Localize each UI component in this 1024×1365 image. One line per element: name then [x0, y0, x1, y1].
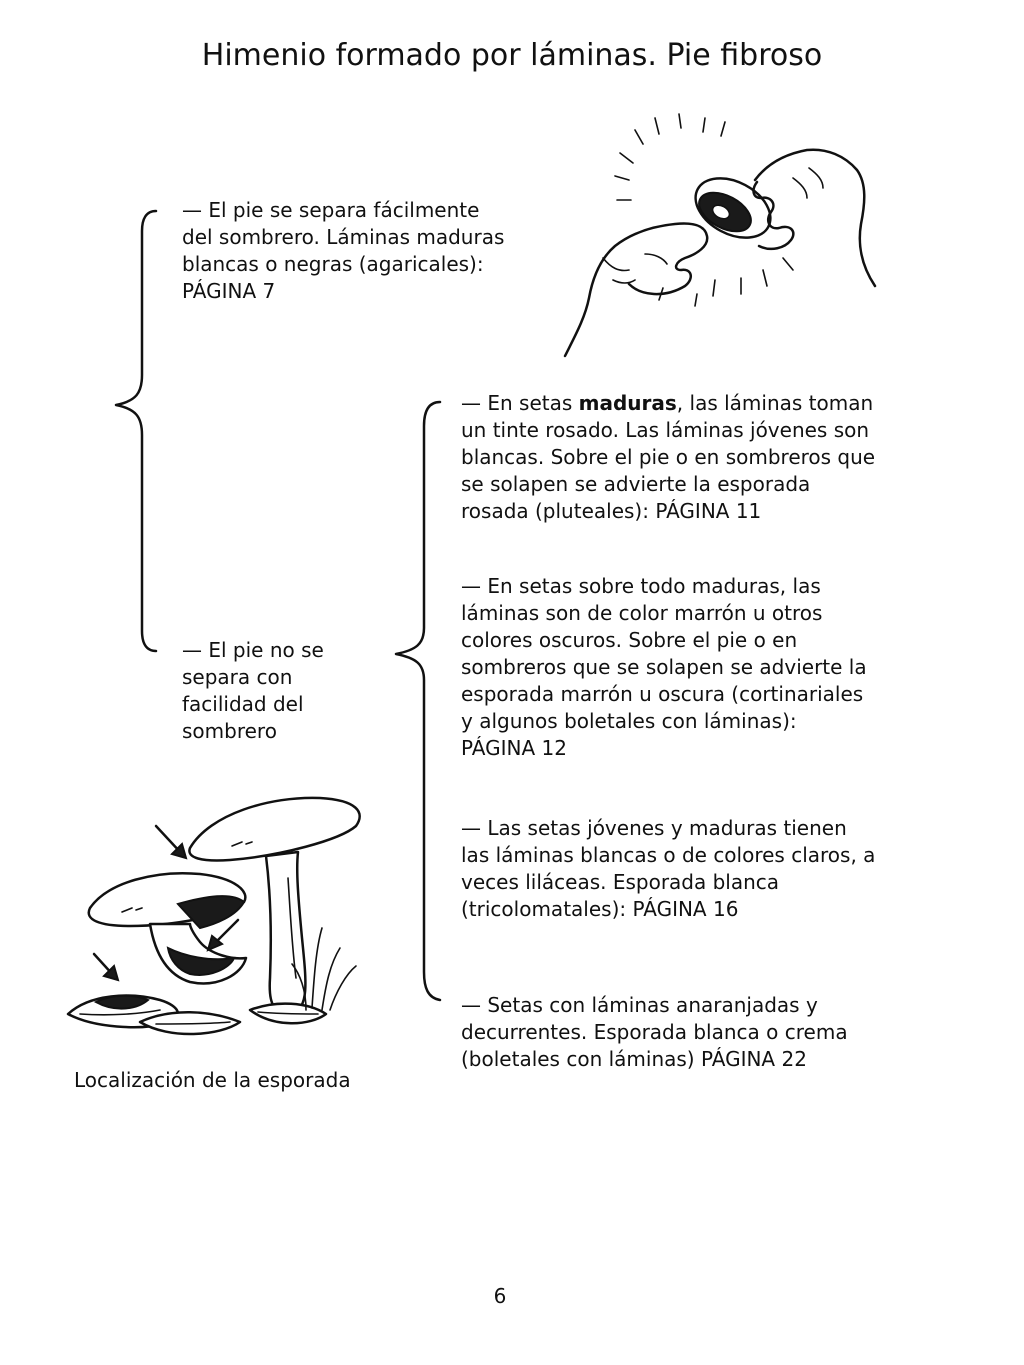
option-text-line: esporada marrón u oscura (cortinariales [461, 682, 864, 706]
option-text-line: — Setas con láminas anaranjadas y [461, 993, 818, 1017]
option-text-line: las láminas blancas o de colores claros, a [461, 843, 876, 867]
option-text-line: (boletales con láminas) PÁGINA 22 [461, 1047, 807, 1071]
option-text-line: veces liláceas. Esporada blanca [461, 870, 780, 894]
option-text-line: sombrero [182, 719, 277, 743]
option-text-line: blancas o negras (agaricales): [182, 252, 484, 276]
option-text-line: — Las setas jóvenes y maduras tienen [461, 816, 847, 840]
page-title: Himenio formado por láminas. Pie fibroso [201, 38, 823, 73]
option-pie-no-separa [182, 637, 382, 745]
text-span: — En setas [461, 391, 579, 415]
arrow-icon [156, 826, 186, 858]
option-text-line: sombreros que se solapen se advierte la [461, 655, 867, 679]
illustration-caption: Localización de la esporada [74, 1068, 351, 1092]
sub-choice-brace [390, 396, 450, 1016]
option-text-line: — El pie se separa fácilmente [182, 198, 480, 222]
emphasis-text: maduras [578, 391, 677, 415]
text-span: , las láminas toman [676, 391, 874, 415]
option-text-line: (tricolomatales): PÁGINA 16 [461, 897, 739, 921]
sub-option-marron [461, 573, 921, 762]
option-text-line: facilidad del [182, 692, 304, 716]
option-text-line: del sombrero. Láminas maduras [182, 225, 505, 249]
option-text-line [461, 390, 921, 417]
sub-option-rosado [461, 390, 921, 525]
option-text-line: un tinte rosado. Las láminas jóvenes son [461, 418, 870, 442]
option-page-ref: PÁGINA 7 [182, 279, 276, 303]
option-text-line: se solapen se advierte la esporada [461, 472, 811, 496]
option-text-line: separa con [182, 665, 293, 689]
hands-separating-mushroom-illustration [545, 108, 885, 368]
option-text-line: — El pie no se [182, 638, 324, 662]
option-pie-separa [182, 197, 522, 305]
option-text-line: — En setas sobre todo maduras, las [461, 574, 821, 598]
main-choice-brace [108, 205, 168, 665]
arrow-icon [94, 954, 118, 980]
sub-option-blanca [461, 815, 921, 923]
option-text-line: decurrentes. Esporada blanca o crema [461, 1020, 848, 1044]
page-number: 6 [493, 1284, 507, 1308]
option-text-line: colores oscuros. Sobre el pie o en [461, 628, 798, 652]
option-text-line: y algunos boletales con láminas): [461, 709, 797, 733]
option-text-line: blancas. Sobre el pie o en sombreros que [461, 445, 876, 469]
option-text-line: rosada (pluteales): PÁGINA 11 [461, 499, 762, 523]
option-page-ref: PÁGINA 12 [461, 736, 567, 760]
option-text-line: láminas son de color marrón u otros [461, 601, 823, 625]
sub-option-anaranjadas [461, 992, 921, 1073]
mushroom-spore-print-illustration [60, 778, 380, 1068]
